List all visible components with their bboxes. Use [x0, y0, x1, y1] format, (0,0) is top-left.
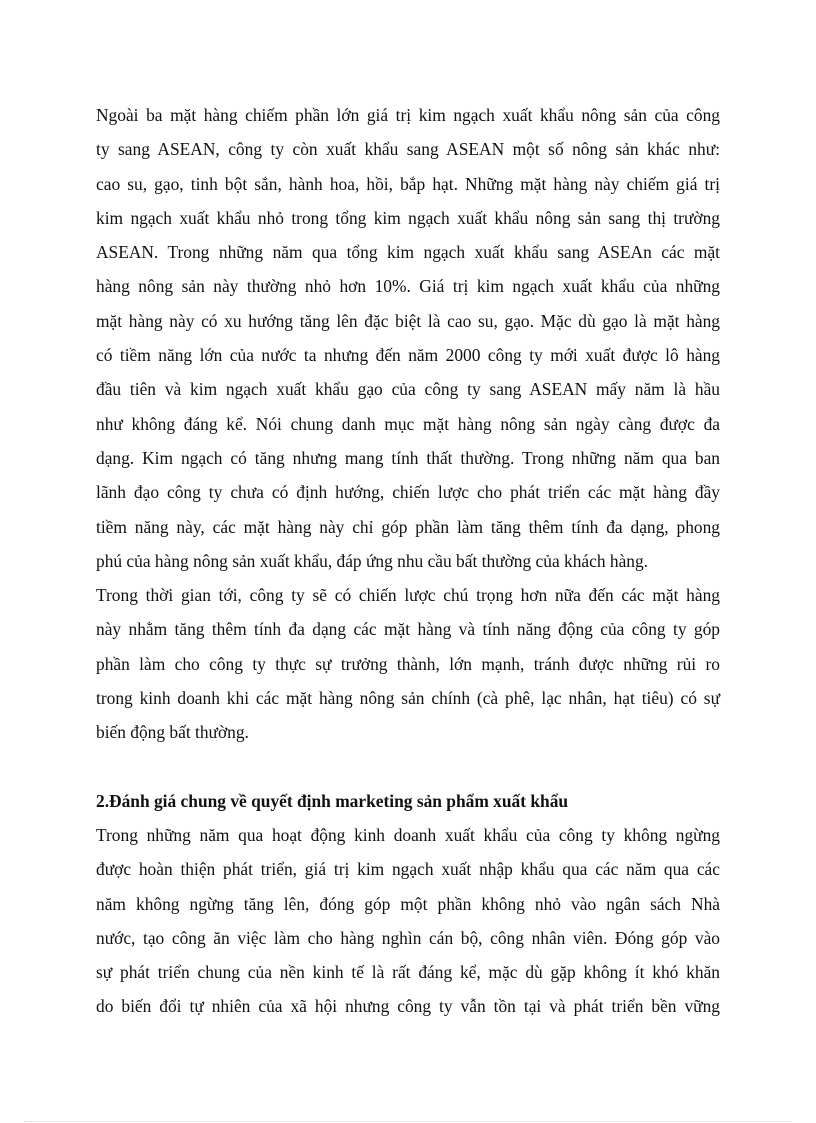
text-line: biến động bất thường.: [96, 722, 249, 743]
text-line: được hoàn thiện phát triển, giá trị kim ngạch xuất nhập khẩu qua các năm qua các: [96, 859, 720, 880]
text-line: cao su, gạo, tinh bột sắn, hành hoa, hồi, bắp hạt. Những mặt hàng này chiếm giá trị: [96, 173, 720, 194]
text-line: ASEAN. Trong những năm qua tổng kim ngạch xuất khẩu sang ASEAn các mặt: [96, 242, 720, 263]
paragraph-future-strategy: [96, 578, 720, 749]
page-bottom-border: [24, 1121, 792, 1122]
text-line: dạng. Kim ngạch có tăng nhưng mang tính thất thường. Trong những năm qua ban: [96, 447, 720, 468]
text-line: năm không ngừng tăng lên, đóng góp một phần không nhỏ vào ngân sách Nhà: [96, 893, 720, 914]
text-line: trong kinh doanh khi các mặt hàng nông sản chính (cà phê, lạc nhân, hạt tiêu) có sự: [96, 688, 720, 709]
paragraph-spacer: [96, 750, 720, 784]
text-line: như không đáng kể. Nói chung danh mục mặt hàng nông sản ngày càng được đa: [96, 413, 720, 434]
text-line: phần làm cho công ty thực sự trưởng thành, lớn mạnh, tránh được những rủi ro: [96, 653, 720, 674]
text-line: mặt hàng này có xu hướng tăng lên đặc biệt là cao su, gạo. Mặc dù gạo là mặt hàng: [96, 310, 720, 331]
text-line: lãnh đạo công ty chưa có định hướng, chiến lược cho phát triển các mặt hàng đầy: [96, 482, 720, 503]
text-line: do biến đổi tự nhiên của xã hội nhưng công ty vẫn tồn tại và phát triển bền vững: [96, 996, 720, 1017]
text-line: này nhằm tăng thêm tính đa dạng các mặt hàng và tính năng động của công ty góp: [96, 619, 720, 640]
text-line: Ngoài ba mặt hàng chiếm phần lớn giá trị kim ngạch xuất khẩu nông sản của công: [96, 105, 720, 125]
text-line: kim ngạch xuất khẩu nhỏ trong tổng kim ngạch xuất khẩu nông sản sang thị trường: [96, 207, 720, 228]
section-heading: 2.Đánh giá chung về quyết định marketing sản phẩm xuất khẩu: [96, 790, 569, 811]
document-body: [96, 98, 720, 1024]
text-line: đầu tiên và kim ngạch xuất khẩu gạo của công ty sang ASEAN mấy năm là hầu: [96, 379, 720, 400]
paragraph-other-export-products: [96, 98, 720, 578]
text-line: ty sang ASEAN, công ty còn xuất khẩu sang ASEAN một số nông sản khác như:: [96, 139, 720, 160]
text-line: nước, tạo công ăn việc làm cho hàng nghìn cán bộ, công nhân viên. Đóng góp vào: [96, 927, 720, 948]
text-line: sự phát triển chung của nền kinh tế là rất đáng kể, mặc dù gặp không ít khó khăn: [96, 962, 720, 983]
text-line: Trong thời gian tới, công ty sẽ có chiến lược chú trọng hơn nữa đến các mặt hàng: [96, 585, 720, 606]
text-line: có tiềm năng lớn của nước ta nhưng đến năm 2000 công ty mới xuất được lô hàng: [96, 345, 720, 366]
text-line: hàng nông sản này thường nhỏ hơn 10%. Giá trị kim ngạch xuất khẩu của những: [96, 276, 720, 297]
text-line: phú của hàng nông sản xuất khẩu, đáp ứng nhu cầu bất thường của khách hàng.: [96, 550, 649, 571]
text-line: Trong những năm qua hoạt động kinh doanh xuất khẩu của công ty không ngừng: [96, 824, 720, 845]
paragraph-overall-assessment: [96, 818, 720, 1024]
text-line: tiềm năng này, các mặt hàng này chỉ góp phần làm tăng thêm tính đa dạng, phong: [96, 516, 720, 537]
